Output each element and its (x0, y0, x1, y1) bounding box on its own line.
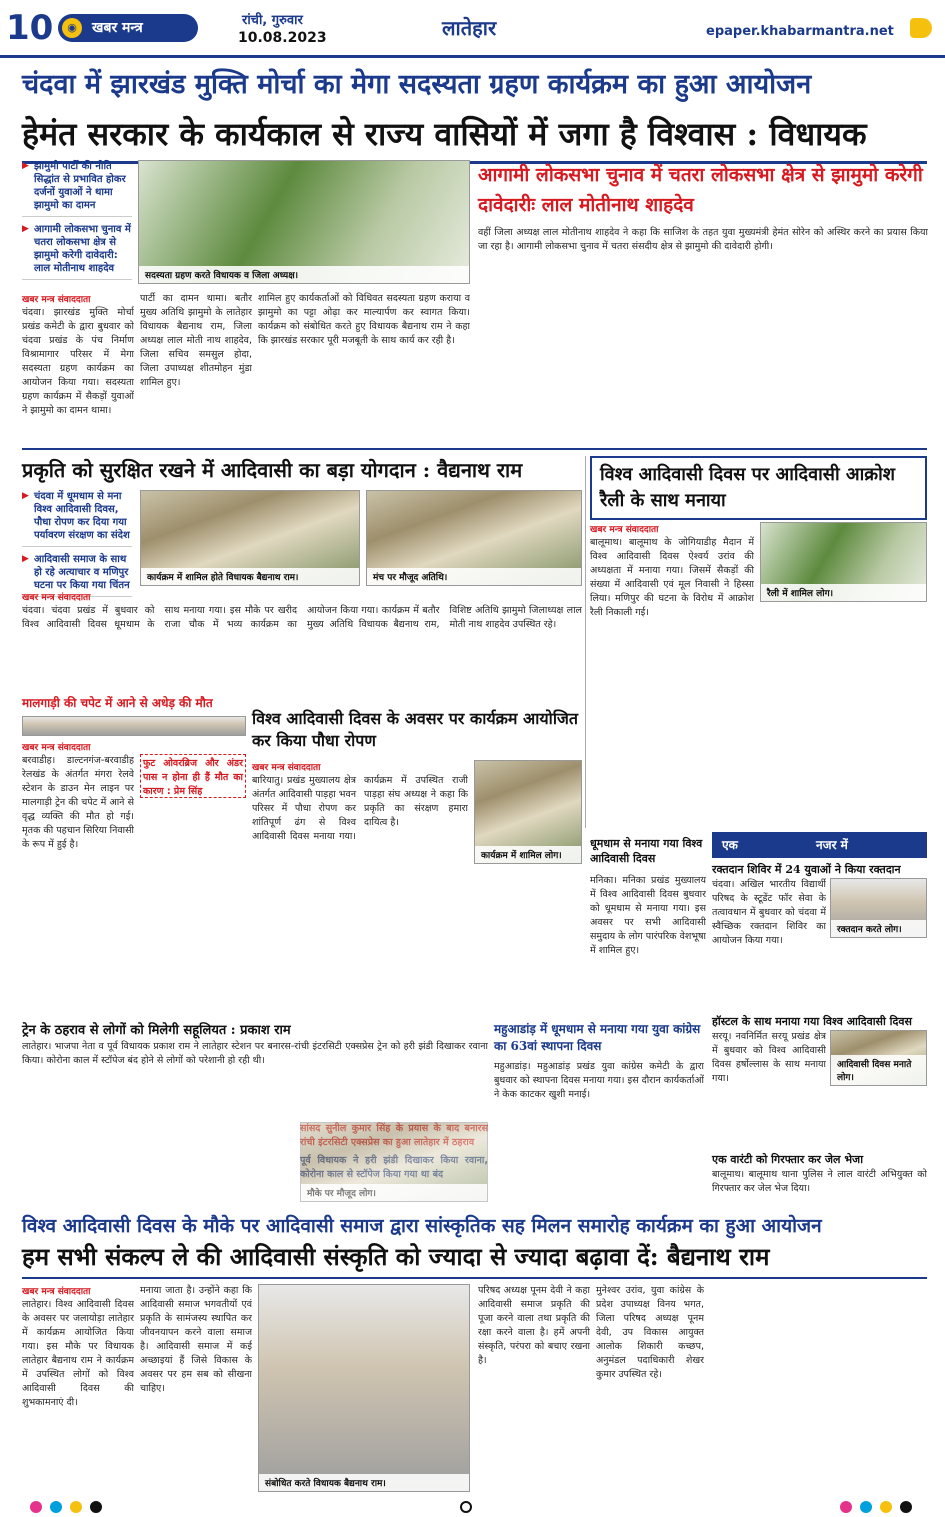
story-2-byline: खबर मन्त्र संवाददाता (22, 593, 91, 603)
story-2-photo-1-caption: कार्यक्रम में शामिल होते विधायक बैद्यनाथ राम। (141, 568, 359, 585)
story-3-photo-caption: रैली में शामिल लोग। (761, 584, 926, 601)
story-3-headline: विश्व आदिवासी दिवस पर आदिवासी आक्रोश रैली के साथ मनाया (590, 456, 927, 520)
story-6-body: मनिका। मनिका प्रखंड मुख्यालय में विश्व आदिवासी दिवस बुधवार को धूमधाम से मनाया गया। इस अवसर पर सभी आदिवासी समुदाय के लोग पारंपरिक वेशभूषा में शामिल हुए। (590, 875, 706, 956)
lead-column-4: वहीं जिला अध्यक्ष लाल मोतीनाथ शाहदेव ने कहा कि साजिश के तहत युवा मुख्यमंत्री हेमंत सोरेन को अस्थिर करने का प्रयास किया जा रहा है। आगामी लोकसभा चुनाव में चतरा संसदीय क्षेत्र से झामुमो की दावेदारी होगी। (478, 227, 928, 252)
story-2-pointers (22, 490, 132, 603)
story-7-photo-caption: मौके पर मौजूद लोग। (301, 1184, 487, 1201)
lead-pointers (22, 160, 132, 286)
nazar-header (712, 832, 927, 858)
story-7-headline: ट्रेन के ठहराव से लोगों को मिलेगी सहूलियत : प्रकाश राम (22, 1023, 291, 1038)
story-9-byline: खबर मन्त्र संवाददाता (22, 1287, 91, 1297)
footer-dot (860, 1501, 872, 1513)
brand-name: खबर मन्त्र (92, 20, 143, 36)
story-9-photo-caption: संबोधित करते विधायक बैद्यनाथ राम। (259, 1474, 469, 1491)
nazar-story-1-headline: रक्तदान शिविर में 24 युवाओं ने किया रक्तदान (712, 863, 901, 876)
nazar-story-1-body: चंदवा। अखिल भारतीय विद्यार्थी परिषद के स्टूडेंट फॉर सेवा के तत्वावधान में बुधवार को चंदवा में स्वैच्छिक रक्तदान शिविर का आयोजन किया गया। (712, 879, 826, 946)
footer-dot (30, 1501, 42, 1513)
nazar-story-3-body: बालूमाथ। बालूमाथ थाना पुलिस ने लाल वारंटी अभियुक्त को गिरफ्तार कर जेल भेज दिया। (712, 1169, 927, 1194)
story-7-photo (300, 1122, 488, 1202)
story-9-column-1: लातेहार। विश्व आदिवासी दिवस के अवसर पर जलायोड़ा लातेहार में कार्यक्रम आयोजित किया गया। इस मौके पर विधायक लातेहार बैद्यनाथ राम ने कार्यक्रम में उपस्थित लोगों को विश्व आदिवासी दिवस की शुभकामनाएं दी। (22, 1299, 134, 1408)
nazar-story-2-body: सरयू। नवनिर्मित सरयू प्रखंड क्षेत्र में बुधवार को विश्व आदिवासी दिवस हर्षोल्लास के साथ मनाया गया। (712, 1031, 826, 1084)
epaper-link[interactable]: epaper.khabarmantra.net (706, 24, 894, 39)
nazar-story-1-caption: रक्तदान करते लोग। (831, 920, 926, 937)
story-3-body: बालूमाथ। बालूमाथ के जोगियाडीह मैदान में विश्व आदिवासी दिवस ऐश्वर्य उरांव की अध्यक्षता में मनाया गया। जिसमें सैकड़ों की संख्या में आदिवासी एवं मूल निवासी ने हिस्सा लिया। मणिपुर की घटना के विरोध में आक्रोश रैली निकाली गई। (590, 537, 754, 618)
story-4-headline: मालगाड़ी की चपेट में आने से अधेड़ की मौत (22, 696, 213, 710)
nazar-story-3-headline: एक वारंटी को गिरफ्तार कर जेल भेजा (712, 1153, 864, 1166)
masthead (0, 0, 945, 58)
story-2-photo-2-caption: मंच पर मौजूद अतिथि। (367, 568, 581, 585)
footer-dot (880, 1501, 892, 1513)
story-5-photo-caption: कार्यक्रम में शामिल लोग। (475, 846, 581, 863)
story-7-body: लातेहार। भाजपा नेता व पूर्व विधायक प्रकाश राम ने लातेहार स्टेशन पर बनारस-रांची इंटरसिटी एक्सप्रेस ट्रेन को हरी झंडी दिखाकर रवाना किया। कोरोना काल में स्टॉपेज बंद होने से लोगों को परेशानी हो रही थी। (22, 1041, 488, 1066)
story-9-column-4: मुनेश्वर उरांव, युवा कांग्रेस के प्रदेश उपाध्यक्ष विनय भगत, जिला परिषद अध्यक्ष पूनम देवी, उप विकास आयुक्त आलोक शिकारी कच्छप, अनुमंडल पदाधिकारी शेखर कुमार उपस्थित रहे। (596, 1285, 704, 1380)
nazar-label: नजर में (816, 838, 848, 852)
section-divider (22, 448, 927, 450)
section-name: लातेहार (442, 16, 497, 40)
nazar-story-2-caption: आदिवासी दिवस मनाते लोग। (831, 1055, 926, 1085)
story-3-byline: खबर मन्त्र संवाददाता (590, 525, 659, 535)
lead-headline: हेमंत सरकार के कार्यकाल से राज्य वासियों में जगा है विश्वास : विधायक (22, 112, 927, 164)
story-2-photo-1 (140, 490, 360, 586)
story-8-body: महुआडांड़। महुआडांड़ प्रखंड युवा कांग्रेस कमेटी के द्वारा बुधवार को स्थापना दिवस मनाया गया। इस दौरान कार्यकर्ताओं ने केक काटकर खुशी मनाई। (494, 1061, 704, 1100)
story-5-byline: खबर मन्त्र संवाददाता (252, 763, 321, 773)
nazar-story-2-headline: हॉस्टल के साथ मनाया गया विश्व आदिवासी दिवस (712, 1015, 912, 1028)
page-number: 10 (6, 8, 54, 48)
footer-dot (70, 1501, 82, 1513)
lead-column-1: चंदवा। झारखंड मुक्ति मोर्चा प्रखंड कमेटी के द्वारा बुधवार को चंदवा प्रखंड के पंच निर्माण विश्रामागार परिसर में मेगा सदस्यता ग्रहण कार्यक्रम का आयोजन किया गया। सदस्यता ग्रहण कार्यक्रम में सैकड़ों युवाओं ने झामुमो का दामन थामा। (22, 307, 134, 416)
footer-dot (90, 1501, 102, 1513)
story-5-photo (474, 760, 582, 864)
story-9-photo (258, 1284, 470, 1492)
nazar-story-1-photo (830, 878, 927, 938)
nazar-story-2-photo (830, 1030, 927, 1086)
footer-dot (840, 1501, 852, 1513)
lead-column-2: पार्टी का दामन थामा। बतौर मुख्य अतिथि झामुमो के लातेहार विधायक बैद्यनाथ राम, जिला अध्यक्ष लाल मोती नाथ शाहदेव, जिला सचिव समसुल होदा, जिला उपाध्यक्ष शीतमोहन मुंडा शामिल हुए। (140, 293, 252, 388)
megaphone-icon (910, 18, 932, 38)
nazar-prefix: एक (722, 838, 738, 852)
footer-color-bar (0, 1497, 945, 1517)
registration-mark-icon (460, 1501, 472, 1513)
story-5-body: बारियातु। प्रखंड मुख्यालय क्षेत्र अंतर्गत आदिवासी पाड़हा भवन परिसर में पौधा रोपण कर शांतिपूर्ण ढंग से विश्व आदिवासी दिवस मनाया गया। कार्यक्रम में उपस्थित राजी पाड़हा संघ अध्यक्ष ने कहा कि प्रकृति का संरक्षण हमारा दायित्व है। (252, 775, 468, 842)
lead-kicker: चंदवा में झारखंड मुक्ति मोर्चा का मेगा सदस्यता ग्रहण कार्यक्रम का हुआ आयोजन (22, 69, 812, 100)
story-2-headline: प्रकृति को सुरक्षित रखने में आदिवासी का बड़ा योगदान : वैद्यनाथ राम (22, 458, 523, 482)
column-divider (585, 456, 586, 828)
story-4-inset: फुट ओवरब्रिज और अंडर पास न होना ही हैं मौत का कारण : प्रेम सिंह (140, 754, 246, 798)
issue-date: 10.08.2023 (238, 30, 327, 46)
lead-byline: खबर मन्त्र संवाददाता (22, 295, 91, 305)
story-4-byline: खबर मन्त्र संवाददाता (22, 743, 91, 753)
story-6-headline: धूमधाम से मनाया गया विश्व आदिवासी दिवस (590, 837, 703, 865)
lead-photo (138, 160, 470, 284)
story-9-column-3: परिषद अध्यक्ष पूनम देवी ने कहा आदिवासी समाज प्रकृति की पूजा करने वाला तथा प्रकृति की रक्षा करने वाला है। हमें अपनी संस्कृति, परंपरा को बचाए रखना है। (478, 1285, 590, 1366)
story-8-headline: महुआडांड़ में धूमधाम से मनाया गया युवा कांग्रेस का 63वां स्थापना दिवस (494, 1022, 701, 1053)
lead-pointer-2: ▶ आगामी लोकसभा चुनाव में चतरा लोकसभा क्षेत्र से झामुमो करेगी दावेदारी: लाल मोतीनाथ शाहदेव (22, 223, 132, 280)
logo-mark-icon: ◉ (62, 18, 82, 38)
footer-dot (50, 1501, 62, 1513)
story-9-headline: हम सभी संकल्प ले की आदिवासी संस्कृति को ज्यादा से ज्यादा बढ़ावा दें: बैद्यनाथ राम (22, 1240, 927, 1279)
story-3-photo (760, 522, 927, 602)
story-9-column-2: मनाया जाता है। उन्होंने कहा कि आदिवासी समाज भगवतीयों एवं प्रकृति के सामंजस्य स्थापित कर जीवनयापन करने वाला समाज है। आदिवासी समाज में कई अच्छाइयां हैं जिसे विकास के अवसर पर हम सब को सीखना चाहिए। (140, 1285, 252, 1394)
story-2-body: चंदवा। चंदवा प्रखंड में बुधवार को विश्व आदिवासी दिवस धूमधाम के साथ मनाया गया। इस मौके पर खरीद राजा चौक में भव्य कार्यक्रम का आयोजन किया गया। कार्यक्रम में बतौर मुख्य अतिथि विधायक बैद्यनाथ राम, विशिष्ट अतिथि झामुमो जिलाध्यक्ष लाल मोती नाथ शाहदेव उपस्थित रहे। (22, 605, 582, 630)
story-9-kicker: विश्व आदिवासी दिवस के मौके पर आदिवासी समाज द्वारा सांस्कृतिक सह मिलन समारोह कार्यक्रम का हुआ आयोजन (22, 1215, 822, 1237)
lead-column-3: शामिल हुए कार्यकर्ताओं को विधिवत सदस्यता ग्रहण कराया व झामुमो का पट्टा ओढ़ा कर माल्यार्पण कर स्वागत किया। कार्यक्रम को संबोधित करते हुए विधायक बैद्यनाथ राम ने कहा कि झारखंड सरकार पूरी मजबूती के साथ कार्य कर रही है। (258, 293, 470, 346)
story-2-pointer-1: ▶ चंदवा में धूमधाम से मना विश्व आदिवासी दिवस, पौधा रोपण कर दिया गया पर्यावरण संरक्षण का संदेश (22, 490, 132, 547)
brand-logo[interactable] (58, 14, 198, 42)
lead-sub-headline: आगामी लोकसभा चुनाव में चतरा लोकसभा क्षेत्र से झामुमो करेगी दावेदारीः लाल मोतीनाथ शाहदेव (478, 164, 923, 216)
story-4-photo (22, 716, 246, 736)
footer-dot (900, 1501, 912, 1513)
place-day: रांची, गुरुवार (242, 13, 303, 28)
story-2-photo-2 (366, 490, 582, 586)
story-4-body: बरवाडीह। डाल्टनगंज-बरवाडीह रेलखंड के अंतर्गत मंगरा रेलवे स्टेशन के डाउन मेन लाइन पर मालगाड़ी ट्रेन की चपेट में आने से वृद्ध व्यक्ति की मौत हो गई। मृतक की पहचान सिरिया निवासी के रूप में हुई है। (22, 755, 134, 850)
lead-photo-caption: सदस्यता ग्रहण करते विधायक व जिला अध्यक्ष। (139, 266, 469, 283)
story-2-pointer-2: ▶ आदिवासी समाज के साथ हो रहे अत्याचार व मणिपुर घटना पर किया गया चिंतन (22, 553, 132, 597)
lead-pointer-1: ▶ झामुमो पार्टी की नीति सिद्धांत से प्रभावित होकर दर्जनों युवाओं ने थामा झामुमो का दामन (22, 160, 132, 217)
story-5-headline: विश्व आदिवासी दिवस के अवसर पर कार्यक्रम आयोजित कर किया पौधा रोपण (252, 709, 578, 750)
